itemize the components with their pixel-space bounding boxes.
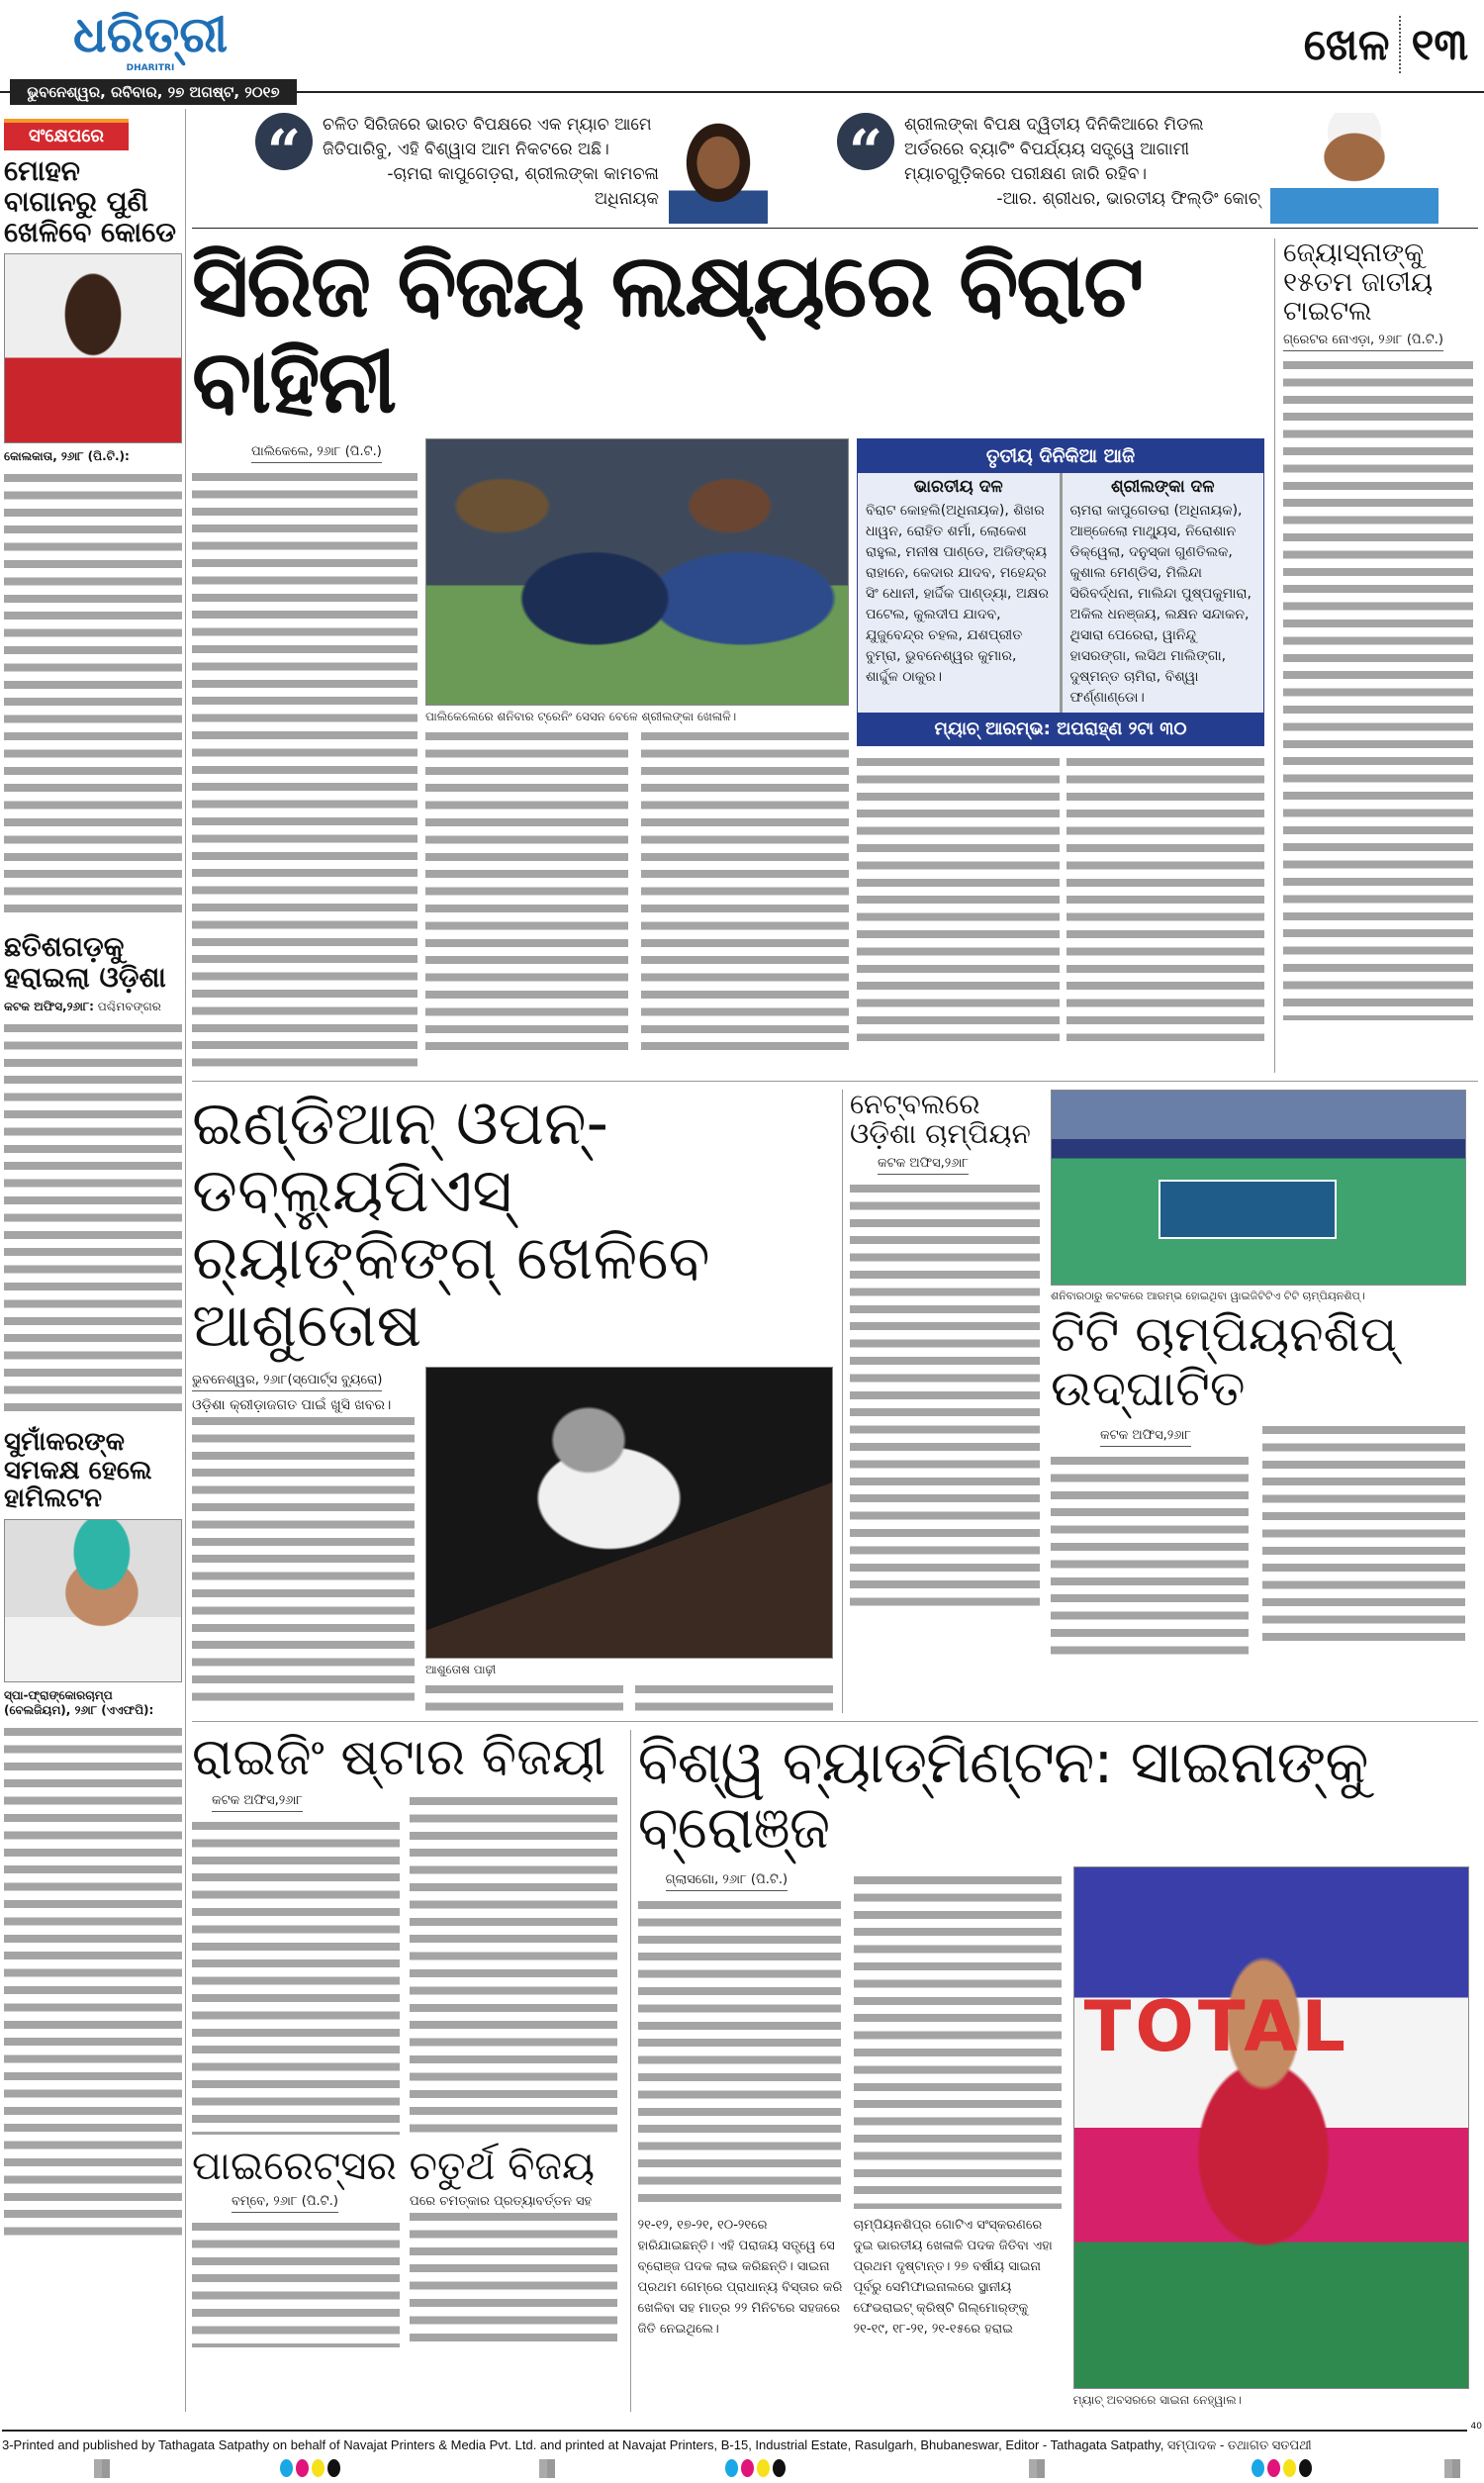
tt-headline: ଟିଟି ଚାମ୍ପିୟନଶିପ୍ ଉଦ୍‌ଘାଟିତ xyxy=(1051,1304,1398,1417)
lead-body-col1 xyxy=(192,469,417,1073)
color-registration-marks xyxy=(280,2459,340,2477)
ashutosh-dateline: ଭୁବନେଶ୍ୱର, ୨୬ା୮(ସ୍ପୋର୍ଟ୍ସ ବ୍ୟୁରୋ) xyxy=(192,1373,382,1391)
ashutosh-col1 xyxy=(192,1367,417,1710)
pirates-col2 xyxy=(410,2188,617,2347)
quote-2-text: ଶ୍ରୀଲଙ୍କା ବିପକ୍ଷ ଦ୍ୱିତୀୟ ଦିନିକିଆରେ ମିଡଲ ଅର୍ଡରରେ ବ୍ୟାଟିଂ ବିପର୍ଯ୍ୟୟ ସତ୍ତ୍ୱେ ଆଗାମୀ ମ୍ୟାଚଗୁଡ଼ିକରେ ପରୀକ୍ଷଣ ଜାରି ରହିବ। xyxy=(904,115,1204,184)
srilanka-squad xyxy=(1063,473,1264,713)
masthead xyxy=(0,0,1484,109)
quote-1-text: ଚଳିତ ସିରିଜରେ ଭାରତ ବିପକ୍ଷରେ ଏକ ମ୍ୟାଚ ଆମେ ଜିତିପାରିବୁ, ଏହି ବିଶ୍ୱାସ ଆମ ନିକଟରେ ଅଛି। xyxy=(323,115,652,159)
quote-1-author: -ଚାମରା କାପୁଗେଡ଼ରା, ଶ୍ରୀଲଙ୍କା କାମଚଳା ଅଧିନାୟକ xyxy=(387,164,659,209)
main-area xyxy=(192,109,1478,2412)
ashutosh-body-col2 xyxy=(425,1681,623,1713)
section-rule xyxy=(192,1721,1478,1722)
ashutosh-snooker-photo xyxy=(425,1367,833,1659)
divider xyxy=(1399,16,1401,73)
lead-body-row xyxy=(425,728,849,1055)
india-squad-title: ଭାରତୀୟ ଦଳ xyxy=(913,476,1003,497)
quotes-row xyxy=(192,109,1478,228)
ashutosh-photo-caption: ଆଶୁତୋଷ ପାଢ଼ୀ xyxy=(425,1663,497,1677)
ashutosh-story xyxy=(192,1086,835,1714)
section-name: ଖେଳ xyxy=(1303,19,1390,70)
jyotsna-body xyxy=(1283,357,1473,1020)
quote-icon: “ xyxy=(837,113,894,170)
india-squad xyxy=(858,473,1063,713)
jyotsna-dateline: ଗ୍ରେଟର ନୋଏଡ଼ା, ୨୬ା୮ (ପି.ଟି.) xyxy=(1283,333,1443,351)
column-divider xyxy=(842,1090,843,1714)
jyotsna-story xyxy=(1283,239,1477,1020)
rising-star-body-col1 xyxy=(192,1818,400,2135)
kapugedera-photo xyxy=(669,113,768,224)
ashutosh-body-row xyxy=(425,1681,833,1713)
hamilton-photo xyxy=(4,1519,182,1682)
date-bar: ଭୁବନେଶ୍ୱର, ରବିବାର, ୨୭ ଅଗଷ୍ଟ, ୨୦୧୭ xyxy=(10,79,297,105)
dateline: କଟକ ଅଫିସ,୨୬ା୮: xyxy=(4,999,94,1013)
table-tennis-table xyxy=(1159,1180,1337,1239)
saina-col2 xyxy=(854,1866,1064,2340)
saina-excerpt-col1: ୨୧-୧୨, ୧୭-୨୧, ୧୦-୨୧ରେ ହାରିଯାଇଛନ୍ତି। ଏହି ପରାଜୟ ସତ୍ତ୍ୱେ ସେ ବ୍ରୋଞ୍ଜ ପଦକ ଲାଭ କରିଛନ୍ତି। ସାଇନା ପ୍ରଥମ ଗେମ୍‌ରେ ପ୍ରାଧାନ୍ୟ ବିସ୍ତାର କରି ଖେଳିବା ସହ ମାତ୍ର ୨୨ ମିନିଟରେ ସହଜରେ ଜିତି ନେଇଥିଲେ। xyxy=(637,2218,843,2338)
lead-columns xyxy=(192,438,1266,1073)
pirates-columns xyxy=(192,2188,623,2347)
rising-pirates-column xyxy=(192,1730,623,2346)
rising-star-columns xyxy=(192,1787,623,2135)
logo-text: ଧରିତ୍ରୀ xyxy=(72,6,229,63)
brief-1-body xyxy=(4,470,182,920)
brief-2-headline: ଛତିଶଗଡ଼କୁ ହରାଇଲା ଓଡ଼ିଶା xyxy=(4,930,166,995)
saina-body-col1 xyxy=(638,1897,841,2209)
tt-body-col2 xyxy=(1262,1422,1465,1645)
team-box xyxy=(857,438,1264,746)
jyotsna-headline: ଜ୍ୟୋସ୍ନାଙ୍କୁ ୧୫ତମ ଜାତୀୟ ଟାଇଟଲ xyxy=(1283,238,1434,328)
lead-headline: ସିରିଜ ବିଜୟ ଲକ୍ଷ୍ୟରେ ବିରାଟ ବାହିନୀ xyxy=(192,235,1143,432)
rising-star-col1 xyxy=(192,1787,400,2135)
lead-story xyxy=(192,235,1266,1073)
srilanka-training-photo xyxy=(425,438,849,706)
netball-dateline: କଟକ ଅଫିସ,୨୬ା୮ xyxy=(878,1156,969,1175)
column-divider xyxy=(630,1730,631,2412)
lead-photo-col xyxy=(425,438,849,1055)
ashutosh-lead: ଓଡ଼ିଶା କ୍ରୀଡ଼ାଜଗତ ପାଇଁ ଖୁସି ଖବର। xyxy=(192,1397,392,1414)
color-registration-marks xyxy=(725,2459,786,2477)
lead-box-col xyxy=(857,438,1264,1041)
brief-1-dateline: କୋଲକାତା, ୨୬ା୮ (ପି.ଟି.): xyxy=(4,449,130,464)
lead-photo-caption: ପାଲିକେଲେରେ ଶନିବାର ଟ୍ରେନିଂ ସେସନ ବେଳେ ଶ୍ରୀଲଙ୍କା ଖେଳାଳି। xyxy=(425,709,737,723)
tt-col1 xyxy=(1051,1422,1249,1656)
briefs-column xyxy=(4,109,186,2412)
lead-text: ପଶ୍ଚିମବଙ୍ଗର xyxy=(97,999,161,1013)
saina-photo xyxy=(1073,1866,1469,2389)
footer xyxy=(0,2412,1484,2453)
ashutosh-columns xyxy=(192,1367,835,1713)
column-divider xyxy=(1274,239,1275,1073)
quote-icon: “ xyxy=(255,113,313,170)
saina-photo-col xyxy=(1073,1866,1469,2412)
rising-star-headline: ରାଇଜିଂ ଷ୍ଟାର ବିଜୟୀ xyxy=(192,1728,606,1788)
ashutosh-body-col3 xyxy=(635,1681,833,1713)
tt-story xyxy=(1051,1090,1476,1656)
brief-1-headline: ମୋହନ ବାଗାନରୁ ପୁଣି ଖେଳିବେ କୋଡେ xyxy=(4,154,176,248)
rising-star-body-col2 xyxy=(410,1793,617,2135)
team-box-title: ତୃତୀୟ ଦିନିକିଆ ଆଜି xyxy=(858,439,1263,473)
quote-2-author: -ଆର. ଶ୍ରୀଧର, ଭାରତୀୟ ଫିଲ୍ଡିଂ କୋଚ୍ xyxy=(996,189,1260,209)
quotes-rule xyxy=(192,228,1478,229)
brief-2-body xyxy=(4,1020,182,1416)
footer-imprint: 3-Printed and published by Tathagata Satpathy on behalf of Navajat Printers & Media Pvt. Ltd. and printed at Navajat Printers, B-15, Industrial Estate, Rasulgarh, Bhubaneswar, Editor - Tathagata Satpathy, ସମ୍ପାଦକ - ତଥାଗତ ସତପଥୀ xyxy=(2,2437,1312,2453)
pirates-headline: ପାଇରେଟ୍ସର ଚତୁର୍ଥ ବିଜୟ xyxy=(192,2143,596,2189)
lead-body-col4 xyxy=(857,754,1060,1041)
quote-1 xyxy=(323,113,659,212)
footer-rule-row xyxy=(2,2422,1482,2432)
tt-photo-caption: ଶନିବାରଠାରୁ କଟକରେ ଆରମ୍ଭ ହୋଇଥିବା ୱାଇଜିଟିଟିଏ ଟିଟି ଚାମ୍ପିୟନଶିପ୍। xyxy=(1051,1289,1365,1302)
ashutosh-photo-col xyxy=(425,1367,833,1713)
brief-2-dateline xyxy=(4,1000,181,1014)
saina-body-col2 xyxy=(854,1872,1062,2209)
box-body-row xyxy=(857,754,1264,1041)
srilanka-squad-title: ଶ୍ରୀଲଙ୍କା ଦଳ xyxy=(1111,476,1215,497)
ashutosh-body-col1 xyxy=(192,1413,415,1710)
saina-story xyxy=(638,1730,1478,2412)
india-players: ବିରାଟ କୋହଲି(ଅଧିନାୟକ), ଶିଖର ଧାୱନ, ରୋହିତ ଶର୍ମା, ଲୋକେଶ ରାହୁଲ, ମନୀଷ ପାଣ୍ଡେ, ଅଜିଙ୍କ୍ୟ ରାହାନେ, କେଦାର ଯାଦବ, ମହେନ୍ଦ୍ର ସିଂ ଧୋନୀ, ହାର୍ଦ୍ଦିକ ପାଣ୍ଡ୍ୟା, ଅକ୍ଷର ପଟେଲ, କୁଲଦୀପ ଯାଦବ, ଯୁଜୁବେନ୍ଦ୍ର ଚହଲ, ଯଶପ୍ରୀତ ବୁମ୍ରା, ଭୁବନେଶ୍ୱର କୁମାର, ଶାର୍ଦ୍ଦୁଳ ଠାକୁର। xyxy=(866,502,1049,685)
lead-dateline: ପାଲିକେଲେ, ୨୬ା୮ (ପି.ଟି.) xyxy=(251,444,382,463)
pirates-body-col1 xyxy=(192,2219,400,2347)
tt-body-col1 xyxy=(1051,1453,1249,1656)
print-marks xyxy=(0,2453,1484,2483)
saina-columns xyxy=(638,1866,1478,2412)
rising-star-dateline: କଟକ ଅଫିସ,୨୬ା୮ xyxy=(212,1793,303,1812)
ashutosh-headline-line1: ଇଣ୍ଡିଆନ୍ ଓପନ୍-ଡବ୍ଲ୍ୟୁପିଏସ୍ xyxy=(192,1086,609,1226)
pirates-lead: ପରେ ଚମତ୍କାର ପ୍ରତ୍ୟାବର୍ତ୍ତନ ସହ xyxy=(410,2193,593,2209)
section-title xyxy=(1298,14,1474,75)
tt-columns xyxy=(1051,1422,1476,1656)
registration-mark xyxy=(539,2459,555,2478)
tt-championship-photo xyxy=(1051,1090,1466,1286)
brief-3-body xyxy=(4,1724,182,2244)
quote-2 xyxy=(904,113,1260,212)
logo-subtext: DHARITRI xyxy=(126,63,175,73)
lead-body-col5 xyxy=(1067,754,1264,1041)
lead-col1 xyxy=(192,438,417,1073)
netball-body xyxy=(850,1181,1040,1608)
saina-headline: ବିଶ୍ୱ ବ୍ୟାଡ୍‌ମିଣ୍ଟନ: ସାଇନାଙ୍କୁ ବ୍ରୋଞ୍ଜ xyxy=(637,1728,1368,1863)
sridhar-photo xyxy=(1270,113,1438,224)
registration-mark xyxy=(94,2459,110,2478)
netball-headline: ନେଟ୍‌ବଲରେ ଓଡ଼ିଶା ଚାମ୍ପିୟନ xyxy=(850,1087,1031,1151)
briefs-label: ସଂକ୍ଷେପରେ xyxy=(4,123,129,150)
netball-story xyxy=(850,1087,1044,1609)
brief-3-headline: ସୁମାଁକରଙ୍କ ସମକକ୍ଷ ହେଲେ ହାମିଲଟନ xyxy=(4,1426,152,1514)
sponsor-board-text: TOTAL xyxy=(1083,1986,1350,2068)
page-number: ୧୩ xyxy=(1411,19,1468,70)
second-section xyxy=(192,1086,1478,1714)
match-start-time: ମ୍ୟାଚ୍ ଆରମ୍ଭ: ଅପରାହ୍ଣ ୨ଟା ୩୦ xyxy=(858,713,1263,745)
lead-body-col3 xyxy=(641,728,849,1055)
saina-excerpt-col2: ଚାମ୍ପିୟନଶିପ୍‌ର ଗୋଟିଏ ସଂସ୍କରଣରେ ଦୁଇ ଭାରତୀୟ ଖେଳାଳି ପଦକ ଜିତିବା ଏହା ପ୍ରଥମ ଦୃଷ୍ଟାନ୍ତ। ୨୭ ବର୍ଷୀୟ ସାଇନା ପୂର୍ବରୁ ସେମିଫାଇନାଲରେ ସ୍ଥାନୀୟ ଫେଭରାଇଟ୍ କ୍ରିଷ୍ଟି ଗିଲ୍‌ମୋର୍‌ଙ୍କୁ ୨୧-୧୯, ୧୮-୨୧, ୨୧-୧୫ରେ ହରାଇ xyxy=(853,2218,1053,2338)
registration-mark xyxy=(1444,2459,1460,2478)
ashutosh-headline-line2: ର୍‍ୟାଙ୍କିଙ୍ଗ୍ ଖେଳିବେ ଆଶୁତୋଷ xyxy=(192,1220,710,1362)
color-registration-marks xyxy=(1252,2459,1312,2477)
pirates-dateline: ବମ୍ବେ, ୨୬ା୮ (ପି.ଟି.) xyxy=(232,2194,338,2213)
sheet-number: 40 xyxy=(1470,2422,1482,2433)
footer-rule xyxy=(2,2430,1467,2432)
srilanka-players: ଚାମରା କାପୁଗେଡରା (ଅଧିନାୟକ), ଆଞ୍ଜେଲୋ ମାଥ୍ୟୁସ, ନିରୋଶାନ ଡିକ୍‌ୱେଲା, ଦନୁସ୍କା ଗୁଣତିଲକ, କୁଶାଲ ମେଣ୍ଡିସ, ମିଲିନ୍ଦା ସିରିବର୍ଦ୍ଧନା, ମାଲିନ୍ଦା ପୁଷ୍ପକୁମାରା, ଅକିଲ ଧନଞ୍ଜୟ, ଲକ୍ଷନ ସନ୍ଦାକନ, ଥିସାରା ପେରେରା, ୱାନିନ୍ଦୁ ହାସରଙ୍ଗା, ଲସିଥ ମାଲିଙ୍ଗା, ଦୁଷ୍ମନ୍ତ ଚାମିରା, ବିଶ୍ୱା ଫର୍ଣ୍ଣାଣ୍ଡୋ। xyxy=(1069,502,1252,706)
brief-3-dateline: ସ୍ପା-ଫ୍ରାଙ୍କୋରଚାମ୍ପ (ବେଲଜିୟମ), ୨୬ା୮ (ଏଏଫପି): xyxy=(4,1687,154,1717)
section-rule xyxy=(192,1081,1478,1082)
registration-mark xyxy=(1029,2459,1045,2478)
saina-photo-caption: ମ୍ୟାଚ୍ ଅବସରରେ ସାଇନା ନେହ୍ୱାଲ। xyxy=(1072,2393,1243,2408)
pirates-body-col2 xyxy=(410,2209,617,2347)
lead-body-col2 xyxy=(425,728,628,1055)
saina-col1 xyxy=(638,1866,844,2340)
tt-dateline: କଟକ ଅଫିସ,୨୬ା୮ xyxy=(1100,1428,1191,1447)
kode-photo xyxy=(4,253,182,443)
third-section xyxy=(192,1730,1478,2412)
lead-section xyxy=(192,235,1478,1073)
pirates-col1 xyxy=(192,2188,400,2347)
saina-dateline: ଗ୍ଲାସଗୋ, ୨୬ା୮ (ପି.ଟି.) xyxy=(666,1872,788,1891)
masthead-logo xyxy=(71,6,230,73)
